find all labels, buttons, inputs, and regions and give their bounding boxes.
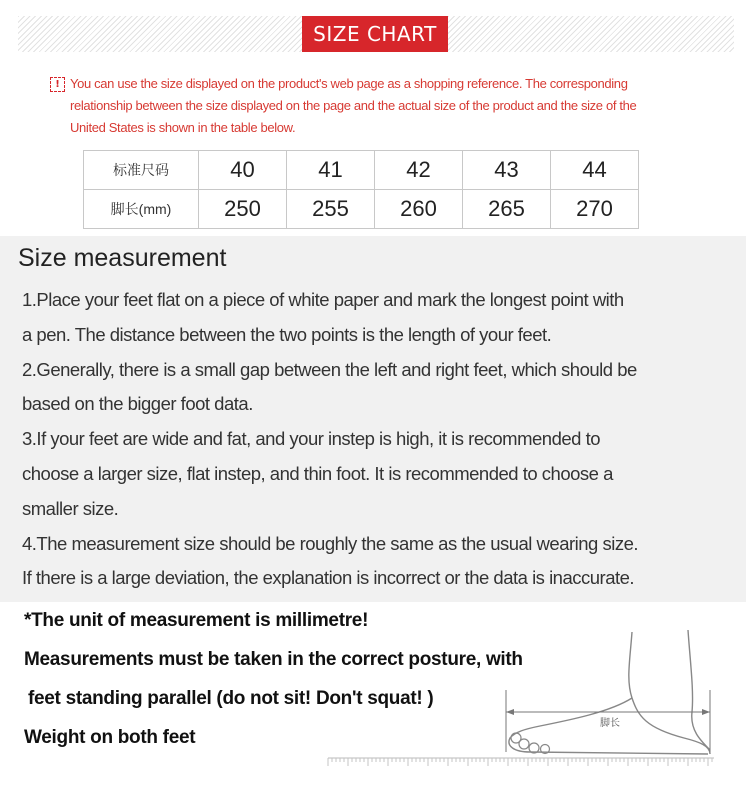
unit-note: *The unit of measurement is millimetre! <box>24 610 369 631</box>
step-line: 4.The measurement size should be roughly the same as the usual wearing size. <box>22 532 639 554</box>
length-cell: 270 <box>551 190 639 229</box>
step-line: 2.Generally, there is a small gap between the left and right feet, which should be <box>22 358 637 380</box>
leg-back-outline <box>688 630 710 750</box>
size-chart-title <box>302 16 448 52</box>
step-line: 3.If your feet are wide and fat, and your instep is high, it is recommended to <box>22 428 601 450</box>
step-line: smaller size. <box>22 497 119 519</box>
foot-length-label: 脚长 <box>600 718 620 729</box>
notice-line-3: United States is shown in the table below. <box>70 120 296 135</box>
weight-note: Weight on both feet <box>24 727 196 748</box>
notice-line-2: relationship between the size displayed on the page and the actual size of the product and the size of the <box>70 98 637 113</box>
size-chart-title-text: SIZE CHART <box>313 22 437 46</box>
step-line: a pen. The distance between the two points is the length of your feet. <box>22 323 552 345</box>
toe-icon <box>519 739 529 749</box>
info-icon: ! <box>50 77 65 92</box>
step-line: 1.Place your feet flat on a piece of white paper and mark the longest point with <box>22 289 624 310</box>
arrow-left-icon <box>506 709 514 715</box>
length-cell: 250 <box>199 190 287 229</box>
size-cell: 42 <box>375 151 463 190</box>
size-table <box>83 150 639 229</box>
table-row-standard-size <box>84 151 639 190</box>
notice-line-1: You can use the size displayed on the product's web page as a shopping reference. The corresponding <box>70 76 628 91</box>
length-cell: 260 <box>375 190 463 229</box>
step-line: choose a larger size, flat instep, and thin foot. It is recommended to choose a <box>22 462 613 484</box>
step-line: based on the bigger foot data. <box>22 393 253 415</box>
notice-text <box>70 73 740 139</box>
posture-note-2: feet standing parallel (do not sit! Don't squat! ) <box>28 688 434 709</box>
foot-measurement-diagram <box>320 620 720 770</box>
row-label-standard-size: 标准尺码 <box>84 151 199 190</box>
measurement-title: Size measurement <box>18 244 227 272</box>
length-cell: 265 <box>463 190 551 229</box>
size-cell: 43 <box>463 151 551 190</box>
ruler-ticks <box>328 758 712 766</box>
row-label-foot-length: 脚长(mm) <box>84 190 199 229</box>
measurement-steps <box>22 283 737 596</box>
size-cell: 41 <box>287 151 375 190</box>
arrow-right-icon <box>702 709 710 715</box>
header-decoration-left <box>18 16 302 52</box>
header-decoration-right <box>448 16 734 52</box>
size-cell: 44 <box>551 151 639 190</box>
step-line: If there is a large deviation, the explanation is incorrect or the data is inaccurate. <box>22 567 635 589</box>
length-cell: 255 <box>287 190 375 229</box>
size-cell: 40 <box>199 151 287 190</box>
table-row-foot-length <box>84 190 639 229</box>
posture-note-1: Measurements must be taken in the correct posture, with <box>24 649 523 670</box>
